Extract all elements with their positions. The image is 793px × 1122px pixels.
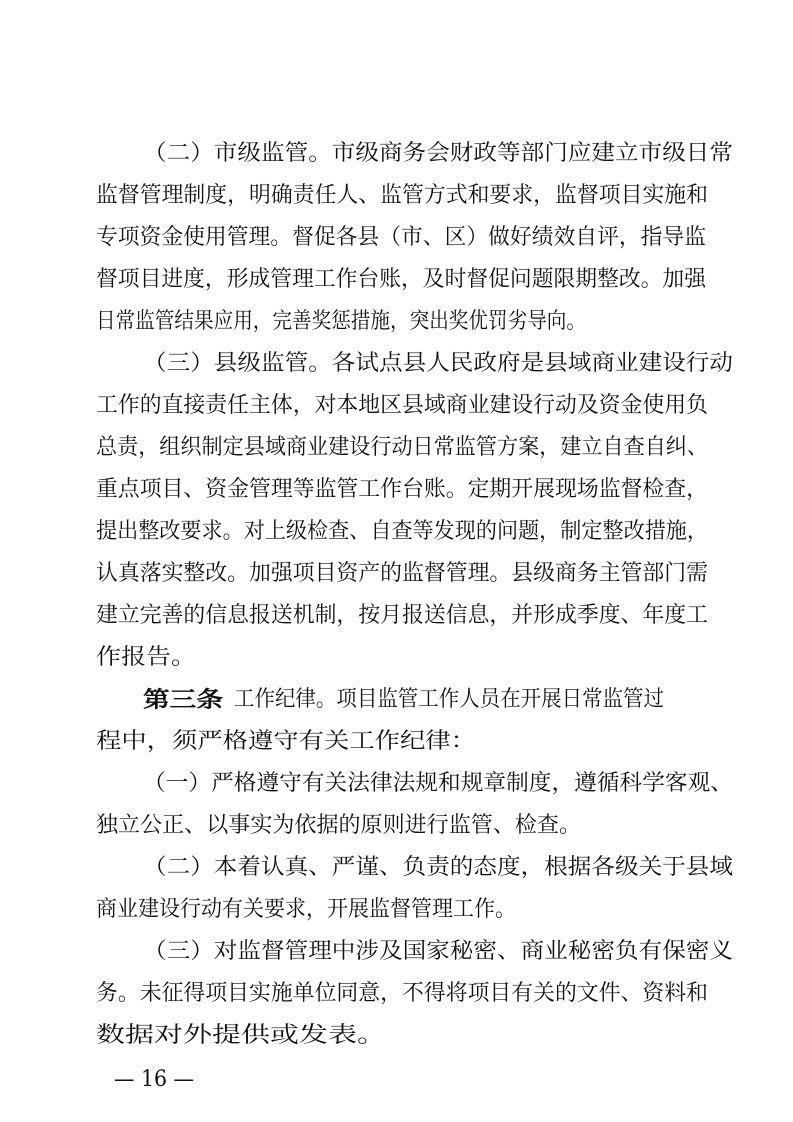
body-text-line: （三）对监督管理中涉及国家秘密、商业秘密负有保密义 [143, 939, 734, 964]
body-text-line: 独立公正、以事实为依据的原则进行监管、检查。 [96, 813, 582, 838]
article-heading: 第三条 [143, 687, 224, 713]
body-text-line: 建立完善的信息报送机制，按月报送信息，并形成季度、年度工 [96, 603, 709, 628]
body-text-line: （一）严格遵守有关法律法规和规章制度，遵循科学客观、 [143, 771, 734, 796]
body-text-line: 工作纪律。项目监管工作人员在开展日常监管过 [234, 687, 665, 712]
body-text-line: 总责，组织制定县域商业建设行动日常监管方案，建立自查自纠、 [96, 435, 709, 460]
body-text-line: 重点项目、资金管理等监管工作台账。定期开展现场监督检查， [96, 477, 709, 502]
body-text-line: 监督管理制度，明确责任人、监管方式和要求，监督项目实施和 [96, 183, 709, 208]
body-text-line: 督项目进度，形成管理工作台账，及时督促问题限期整改。加强 [96, 267, 707, 292]
body-text-line: 作报告。 [96, 645, 197, 670]
body-text-line: （二）市级监管。市级商务会财政等部门应建立市级日常 [143, 141, 734, 166]
body-text-line: （二）本着认真、严谨、负责的态度，根据各级关于县域 [143, 855, 734, 880]
body-text-line: 工作的直接责任主体，对本地区县域商业建设行动及资金使用负 [96, 393, 709, 418]
body-text-line: 务。未征得项目实施单位同意，不得将项目有关的文件、资料和 [96, 981, 709, 1006]
body-text-line: 程中，须严格遵守有关工作纪律： [96, 729, 477, 754]
body-text-line: （三）县级监管。各试点县人民政府是县域商业建设行动 [143, 351, 734, 376]
body-text-line: 提出整改要求。对上级检查、自查等发现的问题，制定整改措施， [96, 519, 709, 544]
body-text-line: 专项资金使用管理。督促各县（市、区）做好绩效自评，指导监 [96, 225, 707, 250]
body-text-line: 商业建设行动有关要求，开展监督管理工作。 [96, 897, 517, 922]
page-number: — 16 — [114, 1067, 194, 1092]
body-text-line: 日常监管结果应用，完善奖惩措施，突出奖优罚劣导向。 [96, 309, 587, 334]
body-text-line: 数据对外提供或发表。 [96, 1023, 387, 1048]
body-text-line: 认真落实整改。加强项目资产的监督管理。县级商务主管部门需 [96, 561, 709, 586]
